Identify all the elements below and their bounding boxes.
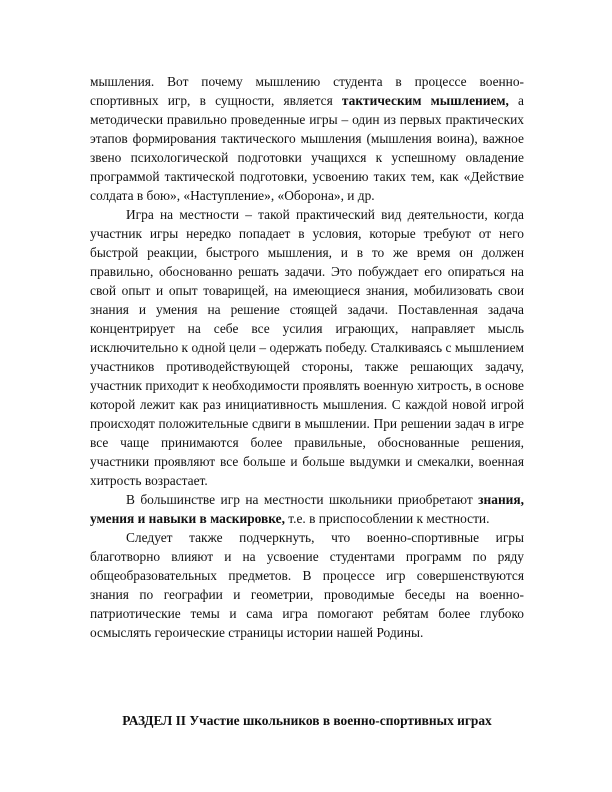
paragraph-2-text: Игра на местности – такой практический вид деятельности, когда участник игры нередко попадает в условия, которые требуют от него быстрой реакции, быстрого мышления, и в то же время он должен правильно, обоснованно решать задачи. Это побуждает его опираться на свой опыт и опыт товарищей, на имеющиеся знания, мобилизовать свои знания и умения на решение стоящей задачи. Поставленная задача концентрирует на себе все усилия играющих, направляет мысль исключительно к одной цели – одержать победу. Сталкиваясь с мышлением участников противодействующей стороны, также решающих задачу, участник приходит к необходимости проявлять военную хитрость, в основе которой лежит как раз инициативность мышления. С каждой новой игрой происходят положительные сдвиги в мышлении. При решении задач в игре все чаще принимаются более правильные, обоснованные решения, участники проявляют все больше и больше выдумки и смекалки, военная хитрость возрастает. — [90, 207, 524, 488]
paragraph-4-text: Следует также подчеркнуть, что военно-спортивные игры благотворно влияют и на усвоение студентами программ по ряду общеобразовательных предметов. В процессе игр совершенствуются знания по географии и геометрии, проводимые беседы на военно-патриотические темы и сама игра помогают ребятам более глубоко осмыслять героические страницы истории нашей Родины. — [90, 530, 524, 640]
paragraph-1-bold: тактическим мышлением, — [341, 93, 509, 108]
section-heading: РАЗДЕЛ II Участие школьников в военно-спортивных играх — [122, 713, 492, 728]
paragraph-3-text: В большинстве игр на местности школьники приобретают — [126, 492, 479, 507]
paragraph-3 — [90, 490, 524, 528]
paragraph-2 — [90, 205, 524, 490]
paragraph-3-bold: знания, умения и навыки в маскировке, — [90, 492, 524, 526]
body-text — [90, 72, 524, 642]
paragraph-1 — [90, 72, 524, 205]
paragraph-1-text: мышления. Вот почему мышлению студента в процессе военно-спортивных игр, в сущности, является — [90, 74, 524, 108]
paragraph-4 — [90, 528, 524, 642]
paragraph-3-text-cont: т.е. в приспособлении к местности. — [284, 511, 490, 526]
paragraph-1-text-cont: а методически правильно проведенные игры – один из первых практических этапов формирования тактического мышления (мышления воина), важное звено психологической подготовки учащихся к успешному овладение программой тактической подготовки, усвоению таких тем, как «Действие солдата в бою», «Наступление», «Оборона», и др. — [90, 93, 524, 203]
